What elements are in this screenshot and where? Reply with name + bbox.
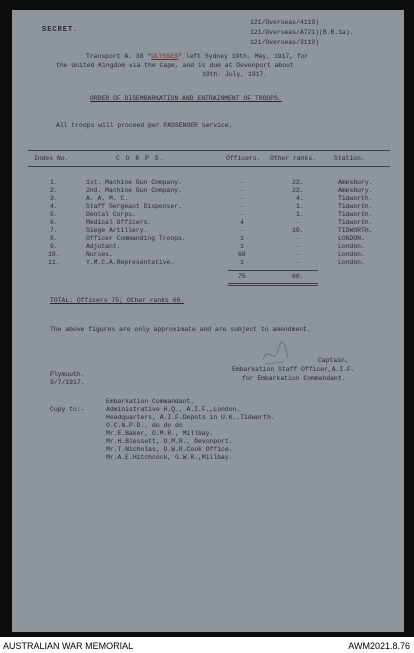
- row-officers: -: [240, 227, 244, 234]
- table-row: [12, 235, 404, 243]
- signature-title: Captain,: [318, 357, 349, 364]
- table-row: [12, 187, 404, 195]
- row-station: Tidworth.: [338, 203, 373, 210]
- instruction-line: All troops will proceed per PASSENGER service.: [56, 122, 233, 129]
- archive-caption-bar: [0, 637, 414, 653]
- table-header-rule: [28, 166, 390, 167]
- archive-reference: AWM2021.8.76: [348, 641, 410, 651]
- row-other-ranks: 10.: [292, 227, 304, 234]
- row-station: Tidworth.: [338, 195, 373, 202]
- totals-row: [12, 273, 404, 281]
- row-officers: -: [240, 203, 244, 210]
- row-station: London.: [338, 251, 365, 258]
- row-index: 3.: [50, 195, 58, 202]
- intro-line-2: the United Kingdom via the Cape, and is due at Devonport about: [56, 62, 294, 69]
- ship-name: ULYSSES: [151, 53, 179, 60]
- intro-line-3: 19th. July, 1917.: [202, 71, 268, 78]
- row-other-ranks: 22.: [292, 187, 304, 194]
- row-other-ranks: 1.: [296, 211, 304, 218]
- row-index: 11.: [48, 259, 60, 266]
- row-corps: A. A. M. C.: [86, 195, 129, 202]
- table-row: [12, 211, 404, 219]
- copy-to-item: Administrative H.Q., A.I.F.,London.: [106, 406, 241, 413]
- handwritten-signature: [260, 340, 290, 368]
- header-station: Station.: [334, 155, 365, 162]
- row-corps: Staff Sergeant Dispenser.: [86, 203, 182, 210]
- row-corps: Y.M.C.A.Representative.: [86, 259, 175, 266]
- table-row: [12, 251, 404, 259]
- copy-to-item: Mr.E.Baker, O.M.R., Millbay.: [106, 430, 214, 437]
- row-officers: 1: [240, 243, 244, 250]
- row-other-ranks: 1.: [296, 203, 304, 210]
- intro-line-1-post: " left Sydney 10th. May, 1917, for: [178, 53, 309, 60]
- header-officers: Officers.: [226, 155, 261, 162]
- row-index: 1.: [50, 179, 58, 186]
- row-corps: 1st. Machine Gun Company.: [86, 179, 182, 186]
- intro-line-1-pre: Transport A. 38 ": [86, 53, 152, 60]
- row-station: London.: [338, 243, 365, 250]
- row-corps: Siege Artillery.: [86, 227, 148, 234]
- row-corps: 2nd. Machine Gun Company.: [86, 187, 182, 194]
- row-station: LONDON.: [338, 235, 365, 242]
- row-other-ranks: -: [296, 243, 300, 250]
- document-page: [12, 10, 404, 632]
- amendment-note: The above figures are only approximate and are subject to amendment.: [50, 326, 311, 333]
- table-row: [12, 219, 404, 227]
- row-index: 8.: [50, 235, 58, 242]
- row-index: 4.: [50, 203, 58, 210]
- row-station: Tidworth.: [338, 219, 373, 226]
- header-corps: C O R P S.: [116, 155, 165, 162]
- row-officers: -: [240, 179, 244, 186]
- copy-to-label: Copy to:-: [50, 406, 85, 413]
- row-officers: -: [240, 211, 244, 218]
- header-other-ranks: Other ranks.: [270, 155, 317, 162]
- table-row: [12, 179, 404, 187]
- row-index: 9.: [50, 243, 58, 250]
- document-date: 5/7/1917.: [50, 379, 85, 386]
- order-title: ORDER OF DISEMBARKATION AND ENTRAINMENT OF TROOPS.: [90, 95, 282, 102]
- row-index: 2.: [50, 187, 58, 194]
- row-other-ranks: -: [296, 259, 300, 266]
- row-station: Tidworth.: [338, 211, 373, 218]
- row-officers: -: [240, 187, 244, 194]
- copy-to-item: Headquarters, A.I.F.Depots in U.K.,Tidworth.: [106, 414, 275, 421]
- table-row: [12, 227, 404, 235]
- intro-line-1: [86, 53, 308, 61]
- file-reference-1: 121/Overseas/4119): [250, 19, 320, 26]
- table-row: [12, 203, 404, 211]
- row-officers: 68: [238, 251, 246, 258]
- file-reference-2: 121/Overseas/A721)(B.R.1a).: [250, 29, 354, 36]
- place-name: Plymouth.: [50, 371, 85, 378]
- table-row: [12, 259, 404, 267]
- table-header-row: [12, 155, 404, 163]
- copy-to-item: Mr.A.E.Hitchcock, G.W.R.,Millbay.: [106, 454, 233, 461]
- row-index: 7.: [50, 227, 58, 234]
- totals-double-rule: [228, 285, 318, 286]
- row-station: Amesbury.: [338, 179, 373, 186]
- totals-top-rule: [228, 270, 318, 271]
- copy-to-item: Mr.T.Nicholas, O.W.R.Cook Office.: [106, 446, 233, 453]
- copy-to-item: Mr.H.Blessett, O.M.R., Devonport.: [106, 438, 233, 445]
- table-top-rule: [28, 150, 390, 151]
- row-index: 5.: [50, 211, 58, 218]
- total-officers: 75: [238, 273, 246, 280]
- row-corps: Adjutant.: [86, 243, 121, 250]
- row-corps: Medical Officers.: [86, 219, 152, 226]
- signature-for: for Embarkation Commandant.: [242, 375, 346, 382]
- row-officers: -: [240, 195, 244, 202]
- table-row: [12, 195, 404, 203]
- total-summary: TOTAL: Officers 75; Other ranks 60.: [50, 297, 185, 304]
- row-other-ranks: -: [296, 235, 300, 242]
- row-corps: Nurses.: [86, 251, 113, 258]
- file-reference-3: 121/Overseas/3119): [250, 39, 320, 46]
- signature-office: Embarkation Staff Officer,A.I.F.: [232, 366, 355, 373]
- row-other-ranks: 22.: [292, 179, 304, 186]
- table-row: [12, 243, 404, 251]
- copy-to-item: O.C.N.P.D., do do do: [106, 422, 183, 429]
- secret-heading: SECRET.: [42, 26, 79, 34]
- row-officers: 1: [240, 259, 244, 266]
- totals-bottom-rule: [228, 283, 318, 284]
- row-station: TIDWORTH.: [338, 227, 373, 234]
- row-other-ranks: -: [296, 251, 300, 258]
- row-index: 6.: [50, 219, 58, 226]
- row-corps: Officer Commanding Troops.: [86, 235, 186, 242]
- row-other-ranks: 4.: [296, 195, 304, 202]
- copy-to-item: Embarkation Commandant.: [106, 398, 195, 405]
- header-index: Index No.: [34, 155, 69, 162]
- archive-name: AUSTRALIAN WAR MEMORIAL: [3, 641, 134, 651]
- row-officers: 4: [240, 219, 244, 226]
- row-officers: 1: [240, 235, 244, 242]
- row-corps: Dental Corps.: [86, 211, 136, 218]
- row-other-ranks: -: [296, 219, 300, 226]
- total-other-ranks: 60.: [292, 273, 304, 280]
- row-station: Amesbury.: [338, 187, 373, 194]
- row-station: London.: [338, 259, 365, 266]
- row-index: 10.: [48, 251, 60, 258]
